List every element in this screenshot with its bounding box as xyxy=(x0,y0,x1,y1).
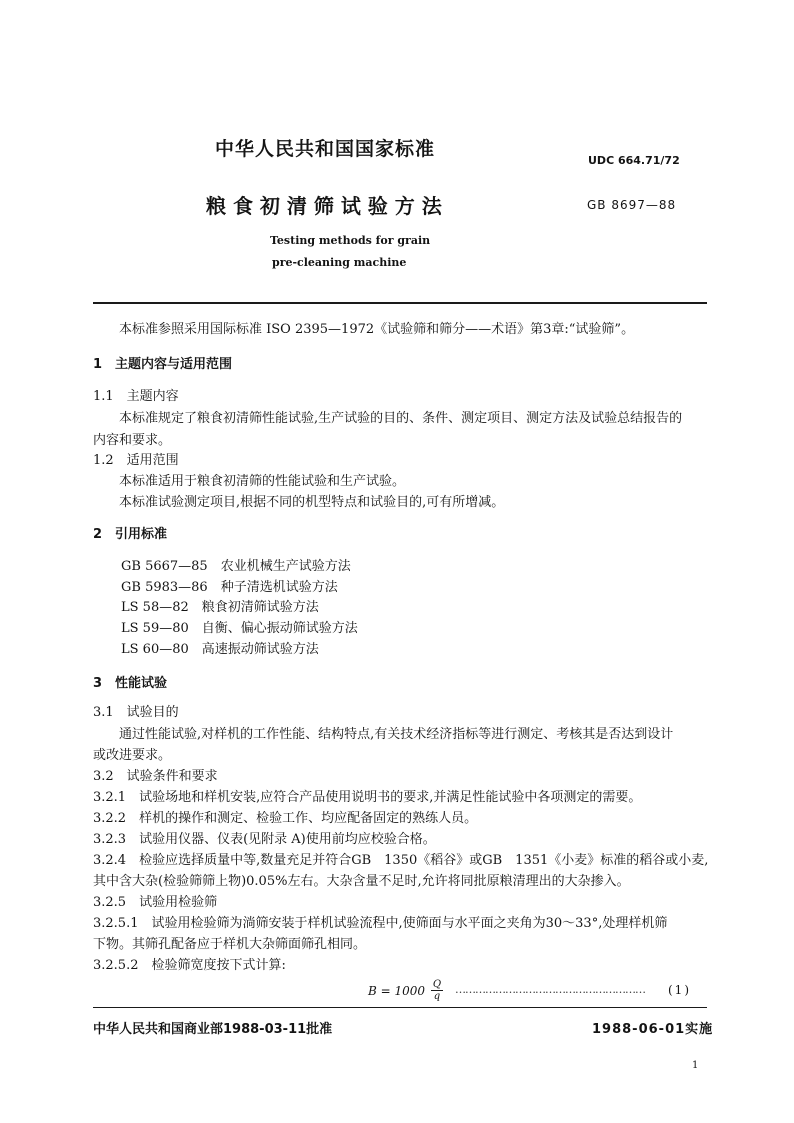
reference-item: GB 5667—85 农业机械生产试验方法 xyxy=(121,559,351,574)
clause-3-2-5-2: 3.2.5.2 检验筛宽度按下式计算: xyxy=(93,958,286,973)
subsection-1-2-heading: 1.2 适用范围 xyxy=(93,453,179,468)
formula-leader-dots: ………………………………………………… xyxy=(455,983,645,996)
paragraph-1-2-line1: 本标准适用于粮食初清筛的性能试验和生产试验。 xyxy=(119,474,406,489)
subsection-3-2-heading: 3.2 试验条件和要求 xyxy=(93,769,218,784)
clause-3-2-2: 3.2.2 样机的操作和测定、检验工作、均应配备固定的熟练人员。 xyxy=(93,811,478,826)
document-title: 粮 食 初 清 筛 试 验 方 法 xyxy=(206,194,442,218)
reference-item: LS 58—82 粮食初清筛试验方法 xyxy=(121,600,319,615)
paragraph-3-1-line2: 或改进要求。 xyxy=(93,748,172,763)
clause-3-2-4-line1: 3.2.4 检验应选择质量中等,数量充足并符合GB 1350《稻谷》或GB 1351《小麦》标准的稻谷或小麦, xyxy=(93,853,709,868)
english-title-line2: pre-cleaning machine xyxy=(272,256,407,269)
clause-3-2-5-1-line1: 3.2.5.1 试验用检验筛为淌筛安装于样机试验流程中,使筛面与水平面之夹角为30～33°,处理样机筛 xyxy=(93,916,668,931)
approval-note: 中华人民共和国商业部1988-03-11批准 xyxy=(93,1022,333,1037)
udc-code: UDC 664.71/72 xyxy=(588,154,680,167)
subsection-3-1-heading: 3.1 试验目的 xyxy=(93,705,179,720)
gb-code: GB 8697—88 xyxy=(587,198,677,212)
formula xyxy=(368,979,443,1002)
section-2-title: 2 引用标准 xyxy=(93,527,168,542)
paragraph-1-1-line2: 内容和要求。 xyxy=(93,433,172,448)
subsection-1-1-heading: 1.1 主题内容 xyxy=(93,389,179,404)
reference-item: GB 5983—86 种子清选机试验方法 xyxy=(121,580,338,595)
formula-denominator: q xyxy=(433,991,441,1002)
page-number: 1 xyxy=(692,1060,699,1071)
effective-date: 1988-06-01实施 xyxy=(592,1022,714,1037)
national-standard-heading: 中华人民共和国国家标准 xyxy=(215,138,436,160)
formula-fraction xyxy=(431,979,443,1002)
clause-3-2-1: 3.2.1 试验场地和样机安装,应符合产品使用说明书的要求,并满足性能试验中各项测定的需要。 xyxy=(93,790,642,805)
clause-3-2-3: 3.2.3 试验用仪器、仪表(见附录 A)使用前均应校验合格。 xyxy=(93,832,436,847)
subsection-3-2-5-heading: 3.2.5 试验用检验筛 xyxy=(93,895,218,910)
clause-3-2-4-line2: 其中含大杂(检验筛筛上物)0.05%左右。大杂含量不足时,允许将同批原粮清理出的大杂掺入。 xyxy=(93,874,630,889)
formula-number: (1) xyxy=(668,983,691,997)
paragraph-1-2-line2: 本标准试验测定项目,根据不同的机型特点和试验目的,可有所增减。 xyxy=(119,495,505,510)
intro-paragraph: 本标准参照采用国际标准 ISO 2395—1972《试验筛和筛分——术语》第3章:“试验筛”。 xyxy=(119,322,635,337)
reference-item: LS 59—80 自衡、偏心振动筛试验方法 xyxy=(121,621,358,636)
footer-rule xyxy=(93,1007,707,1008)
clause-3-2-5-1-line2: 下物。其筛孔配备应于样机大杂筛面筛孔相同。 xyxy=(93,937,367,952)
paragraph-1-1-line1: 本标准规定了粮食初清筛性能试验,生产试验的目的、条件、测定项目、测定方法及试验总结报告的 xyxy=(119,411,683,426)
formula-lhs: B = 1000 xyxy=(368,983,426,998)
section-1-title: 1 主题内容与适用范围 xyxy=(93,357,233,372)
english-title-line1: Testing methods for grain xyxy=(270,234,431,247)
formula-numerator: Q xyxy=(432,979,442,990)
section-3-title: 3 性能试验 xyxy=(93,676,168,691)
header-rule xyxy=(93,302,707,304)
paragraph-3-1-line1: 通过性能试验,对样机的工作性能、结构特点,有关技术经济指标等进行测定、考核其是否达到设计 xyxy=(119,727,674,742)
reference-item: LS 60—80 高速振动筛试验方法 xyxy=(121,642,319,657)
